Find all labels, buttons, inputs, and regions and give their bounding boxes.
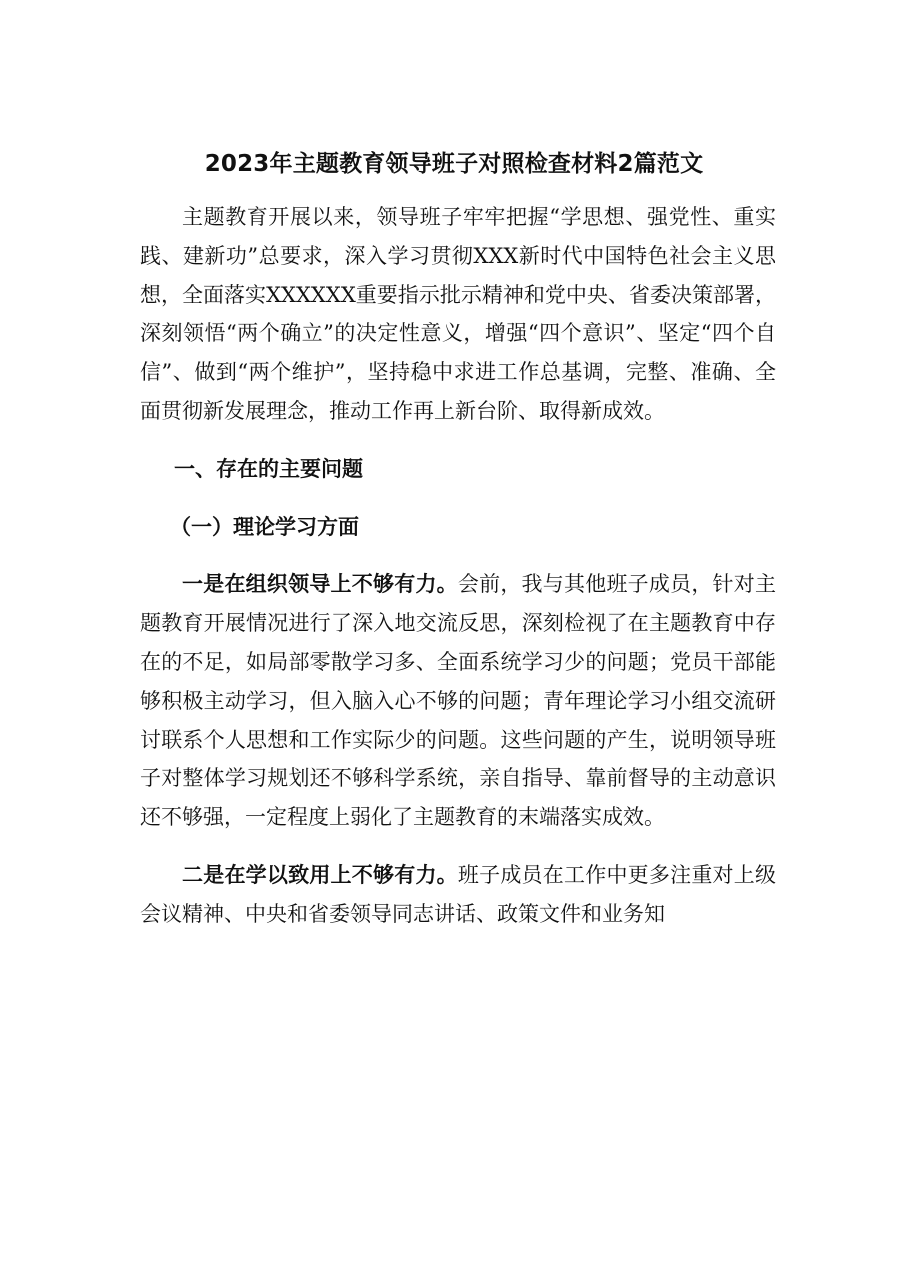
point-body-2: 班子成员在工作中更多注重对上级会议精神、中央和省委领导同志讲话、政策文件和业务知 [140,862,777,926]
intro-paragraph: 主题教育开展以来，领导班子牢牢把握“学思想、强党性、重实践、建新功”总要求，深入学习贯彻XXX新时代中国特色社会主义思想，全面落实XXXXXX重要指示批示精神和党中央、省委决策部署，深刻领悟“两个确立”的决定性意义，增强“四个意识”、坚定“四个自信”、做到“两个维护”，坚持稳中求进工作总基调，完整、准确、全面贯彻新发展理念，推动工作再上新台阶、取得新成效。 [140,205,776,423]
point-paragraph-1 [140,565,776,837]
document-page [140,148,776,934]
point-lead-1: 一是在组织领导上不够有力。 [182,572,458,597]
section-heading: 一、存在的主要问题 [174,456,363,481]
point-body-1: 会前，我与其他班子成员，针对主题教育开展情况进行了深入地交流反思，深刻检视了在主题教育中存在的不足，如局部零散学习多、全面系统学习少的问题；党员干部能够积极主动学习，但入脑入心不够的问题；青年理论学习小组交流研讨联系个人思想和工作实际少的问题。这些问题的产生，说明领导班子对整体学习规划还不够科学系统，亲自指导、靠前督导的主动意识还不够强，一定程度上弱化了主题教育的末端落实成效。 [140,572,777,830]
document-title: 2023年主题教育领导班子对照检查材料2篇范文 [204,151,704,177]
point-lead-2: 二是在学以致用上不够有力。 [182,862,458,887]
point-paragraph-2 [140,856,776,934]
subsection-heading: （一）理论学习方面 [170,514,359,539]
